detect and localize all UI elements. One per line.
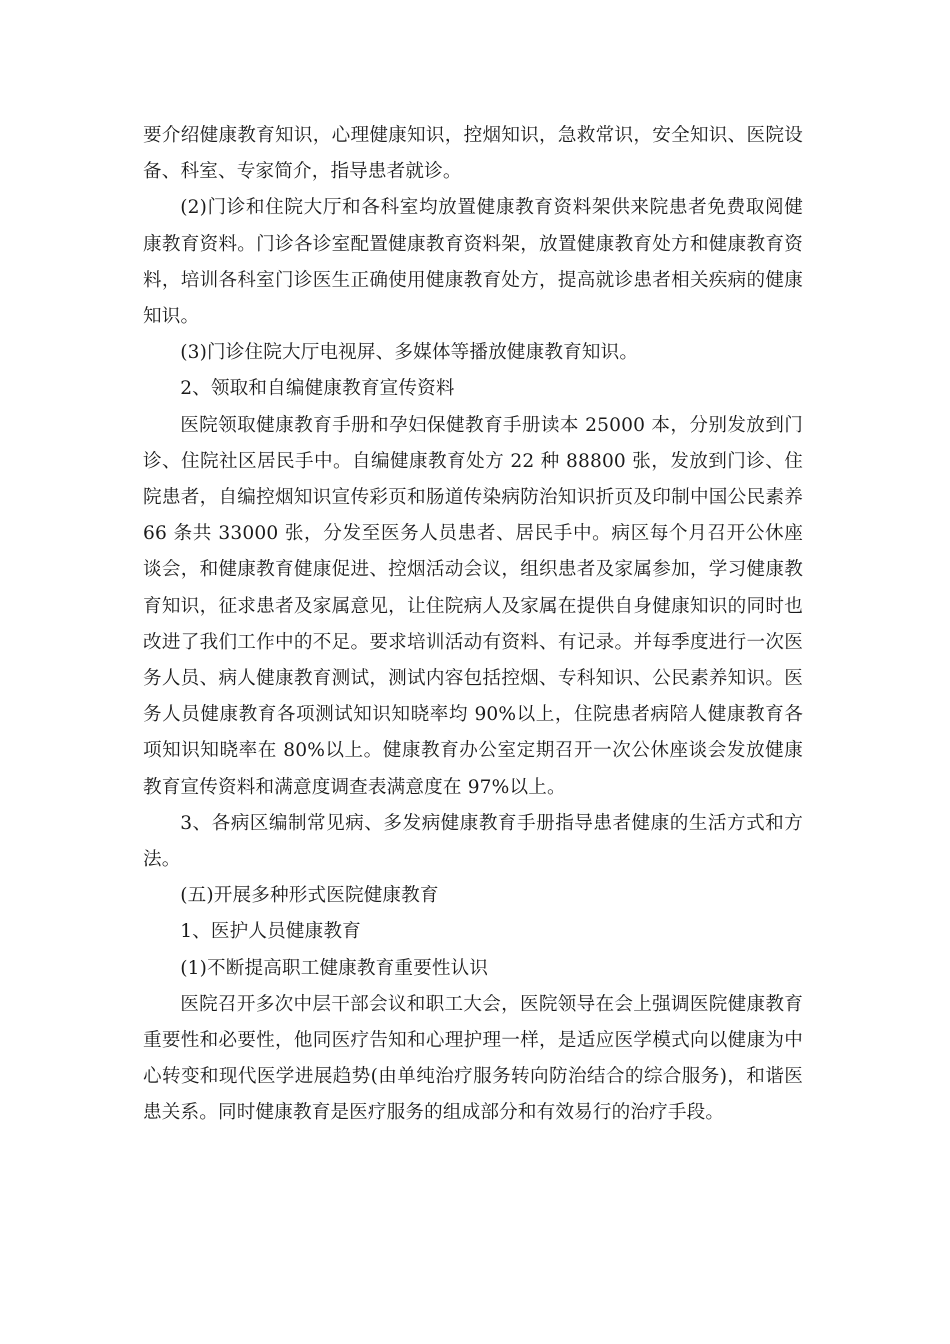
paragraph-meetings: 医院召开多次中层干部会议和职工大会，医院领导在会上强调医院健康教育重要性和必要性，他同医疗告知和心理护理一样，是适应医学模式向以健康为中心转变和现代医学进展趋势(由单纯治疗服务转向防治结合的综合服务)，和谐医患关系。同时健康教育是医疗服务的组成部分和有效易行的治疗手段。 bbox=[143, 993, 803, 1124]
paragraph-health-knowledge-intro: 要介绍健康教育知识，心理健康知识，控烟知识，急救常识，安全知识、医院设备、科室、专家简介，指导患者就诊。 bbox=[143, 125, 803, 183]
heading-importance-awareness: (1)不断提高职工健康教育重要性认识 bbox=[180, 957, 489, 979]
heading-staff-education: 1、医护人员健康教育 bbox=[180, 921, 361, 943]
paragraph-materials-distribution: 医院领取健康教育手册和孕妇保健教育手册读本 25000 本，分别发放到门诊、住院社区居民手中。自编健康教育处方 22 种 88800 张，发放到门诊、住院患者，自编控烟知识宣传彩页和肠道传染病防治知识折页及印制中国公民素养 66 条共 33000 张，分发至医务人员患者、居民手中。病区每个月召开公休座谈会，和健康教育健康促进、控烟活动会议，组织患者及家属参加，学习健康教育知识，征求患者及家属意见，让住院病人及家属在提供自身健康知识的同时也改进了我们工作中的不足。要求培训活动有资料、有记录。并每季度进行一次医务人员、病人健康教育测试，测试内容包括控烟、专科知识、公民素养知识。医务人员健康教育各项测试知识知晓率均 90%以上，住院患者病陪人健康教育各项知识知晓率在 80%以上。健康教育办公室定期召开一次公休座谈会发放健康教育宣传资料和满意度调查表满意度在 97%以上。 bbox=[143, 414, 803, 798]
heading-section-five: (五)开展多种形式医院健康教育 bbox=[180, 885, 439, 907]
document-body bbox=[143, 118, 803, 1132]
paragraph-tv-multimedia: (3)门诊住院大厅电视屏、多媒体等播放健康教育知识。 bbox=[180, 342, 639, 364]
heading-materials: 2、领取和自编健康教育宣传资料 bbox=[180, 378, 455, 400]
paragraph-ward-handbooks: 3、各病区编制常见病、多发病健康教育手册指导患者健康的生活方式和方法。 bbox=[143, 812, 803, 871]
paragraph-material-racks: (2)门诊和住院大厅和各科室均放置健康教育资料架供来院患者免费取阅健康教育资料。门诊各诊室配置健康教育资料架，放置健康教育处方和健康教育资料，培训各科室门诊医生正确使用健康教育处方，提高就诊患者相关疾病的健康知识。 bbox=[143, 197, 803, 328]
